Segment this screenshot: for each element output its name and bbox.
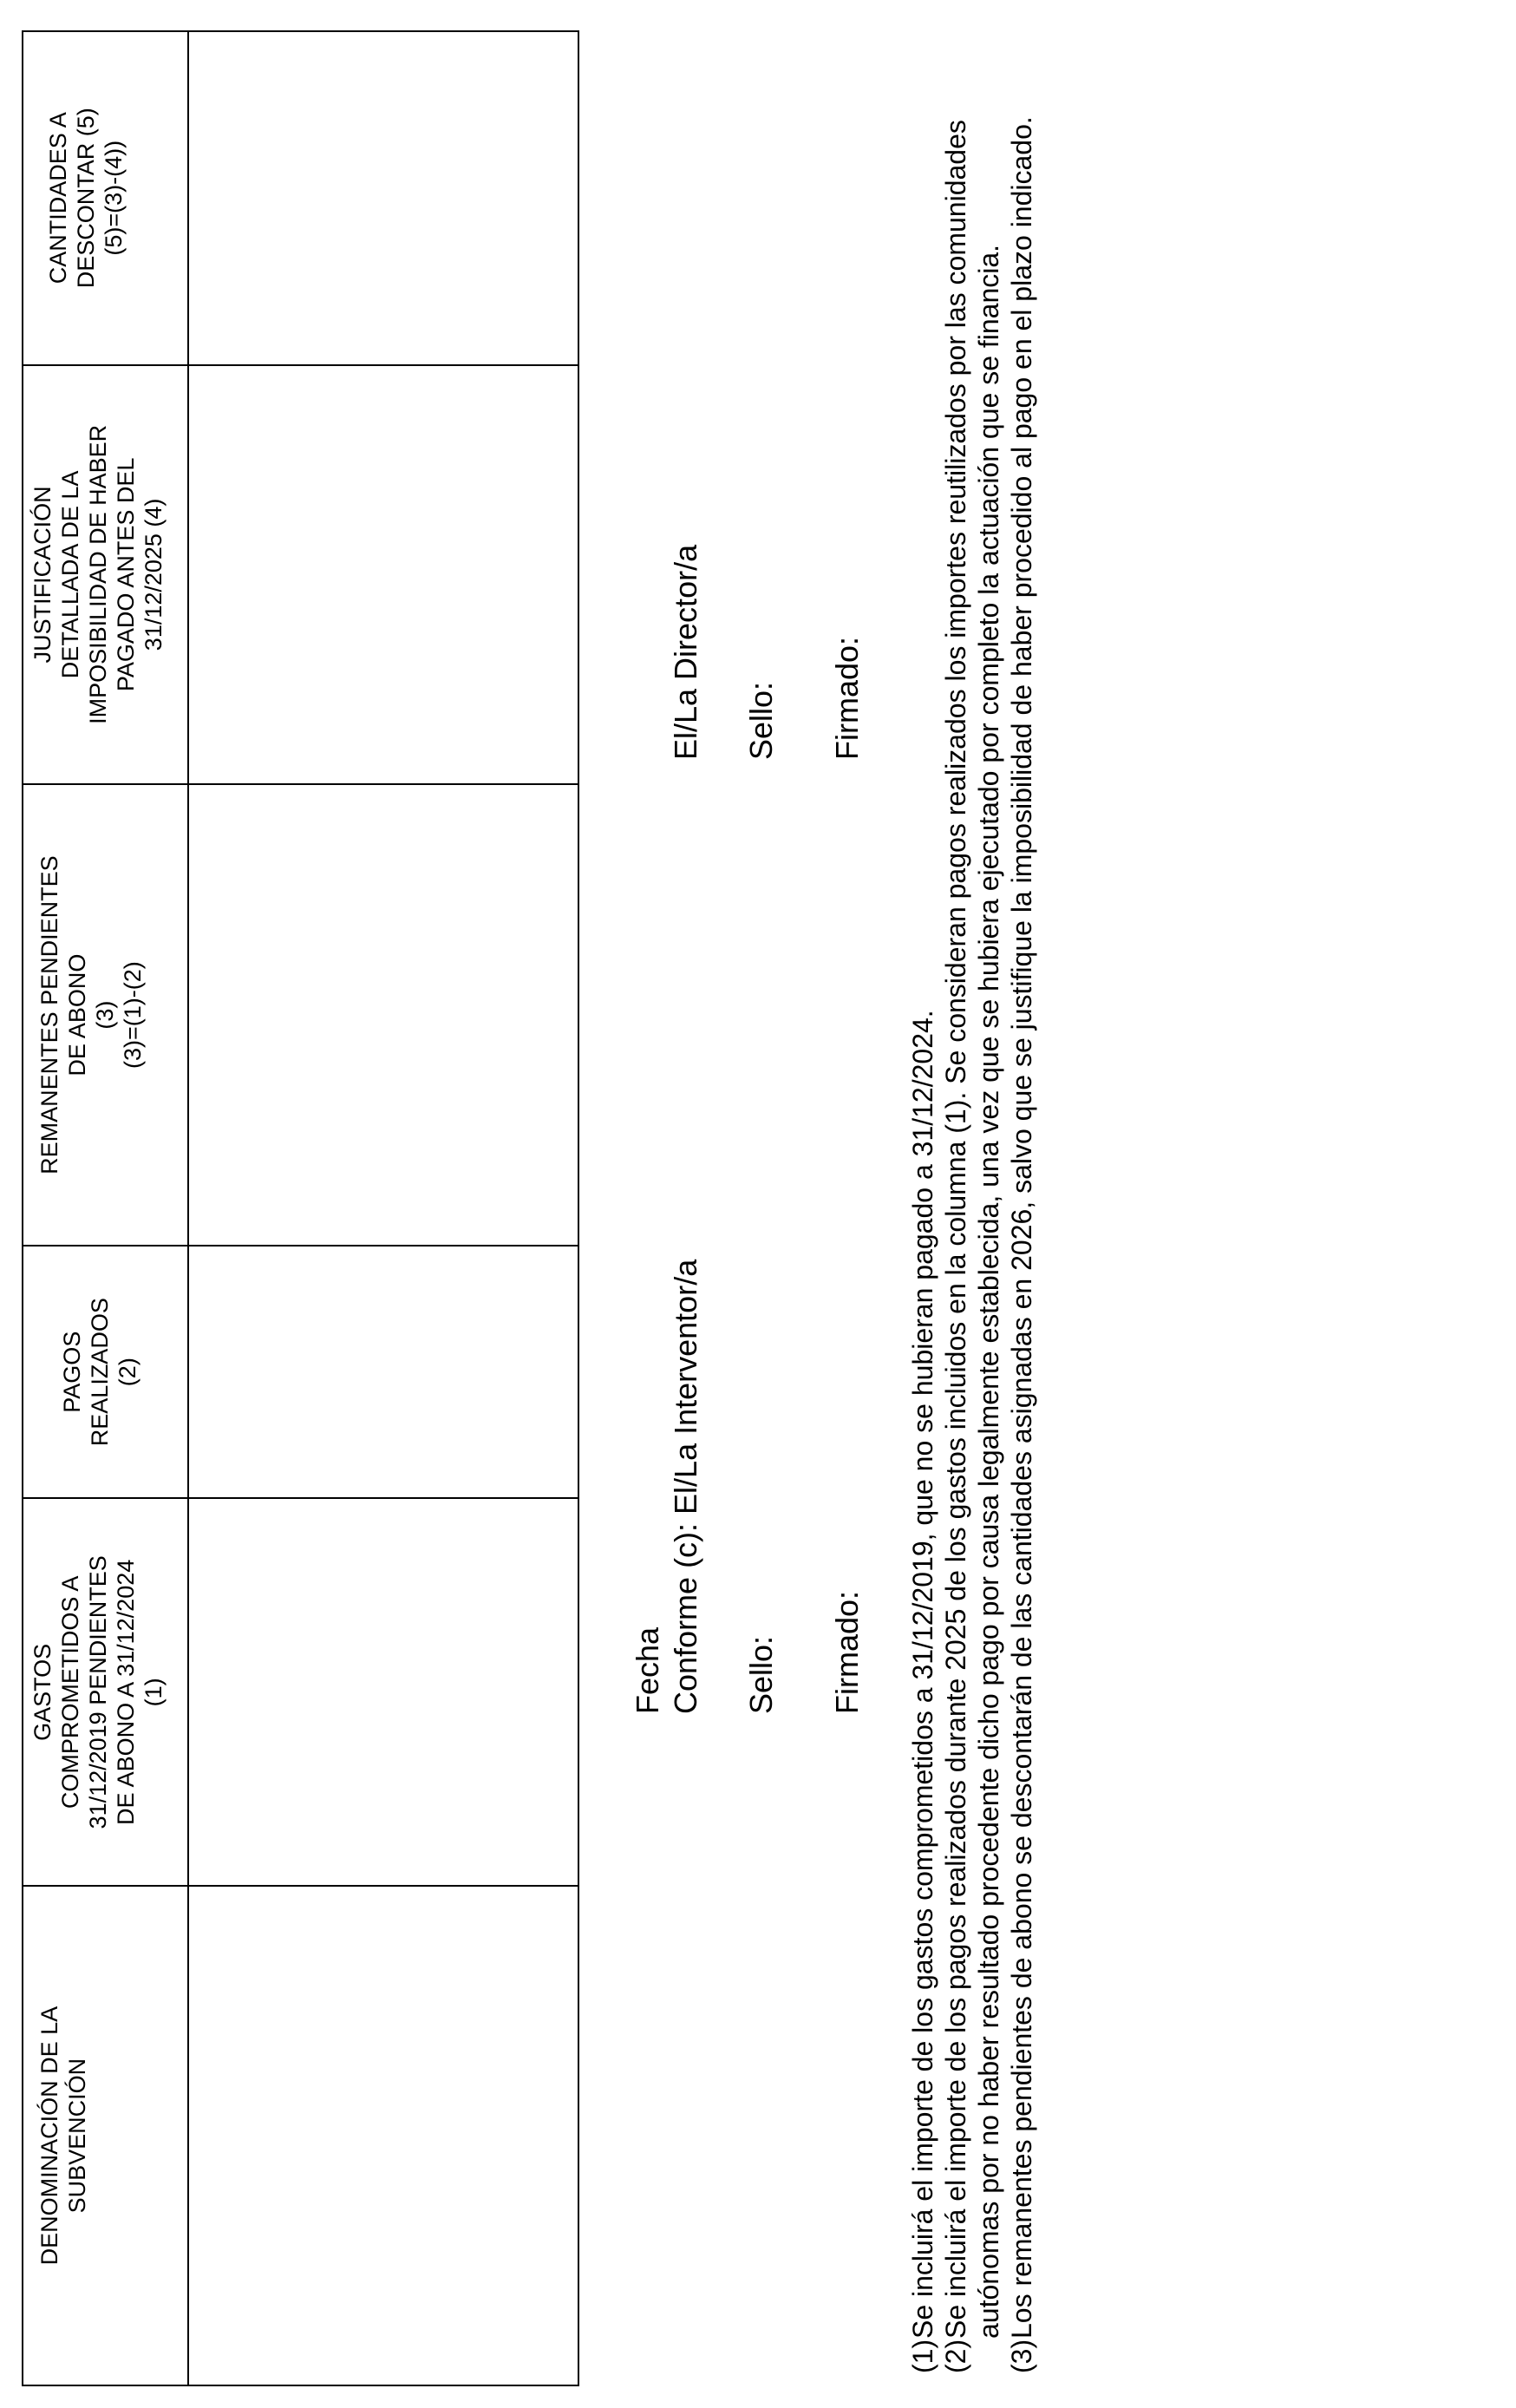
cell-pagos[interactable] (188, 1246, 578, 1498)
table-row (188, 31, 578, 2385)
header-text-line: REALIZADOS (87, 1298, 113, 1447)
header-denominacion (23, 1886, 188, 2385)
header-text-line: 31/12/2019 PENDIENTES (85, 1555, 111, 1829)
header-remanentes (23, 784, 188, 1246)
header-text-line: (1) (140, 1678, 167, 1707)
header-text-line: PAGADO ANTES DEL (113, 457, 139, 692)
header-gastos (23, 1498, 188, 1886)
header-text-line: SUBVENCIÓN (64, 2058, 90, 2214)
fecha-label: Fecha (630, 1626, 665, 1714)
header-text-line: DESCONTAR (5) (73, 108, 99, 289)
header-text-line: CANTIDADES A (45, 112, 71, 285)
cell-justificacion[interactable] (188, 365, 578, 785)
header-cantidades (23, 31, 188, 365)
header-text-line: DETALLADA DE LA (57, 470, 83, 679)
header-text-line: DENOMINACIÓN DE LA (36, 2006, 62, 2266)
header-text-line: 31/12/2025 (4) (140, 498, 167, 651)
firmado-right-label: Firmado: (829, 636, 865, 760)
cell-gastos[interactable] (188, 1498, 578, 1886)
cell-cantidades[interactable] (188, 31, 578, 365)
remanentes-table (22, 30, 579, 2386)
table-header-row (23, 31, 188, 2385)
firmado-left-label: Firmado: (829, 1590, 865, 1714)
footnote (1005, 31, 1038, 2373)
conforme-interventor: Conforme (c): El/La Interventor/a (668, 1259, 703, 1714)
header-text-line: (3) (92, 1000, 118, 1030)
header-text-line: COMPROMETIDOS A (57, 1575, 83, 1809)
footnote (906, 31, 939, 2373)
sello-left-label: Sello: (743, 1635, 779, 1714)
header-text-line: REMANENTES PENDIENTES (36, 855, 62, 1175)
footnote-text: Los remanentes pendientes de abono se descontarán de las cantidades asignadas en 2026, salvo que se justifique la imposibilidad de haber procedido al pago en el plazo indicado. (1006, 116, 1037, 2339)
header-text-line: (5)=(3)-(4)) (101, 140, 127, 256)
header-text-line: GASTOS (29, 1643, 56, 1741)
header-text-line: DE ABONO (64, 953, 90, 1076)
footnote-text: Se incluirá el importe de los pagos realizados durante 2025 de los gastos incluidos en la columna (1). Se consideran pagos realizados los importes reutilizados por las comunidades autónomas por no haber resultado procedente dicho pago por causa legalmente establecida, una vez que se hubiera ejecutado por completo la actuación que se financia. (940, 120, 1004, 2339)
header-pagos (23, 1246, 188, 1498)
header-text-line: IMPOSIBILIDAD DE HABER (85, 424, 111, 724)
footnote-text: Se incluirá el importe de los gastos comprometidos a 31/12/2019, que no se hubieran pagado a 31/12/2024. (907, 1010, 938, 2339)
header-text-line: (3)=(1)-(2) (120, 961, 146, 1069)
sello-right-label: Sello: (743, 681, 779, 760)
footnote-number: (2) (940, 2339, 971, 2373)
header-text-line: PAGOS (59, 1331, 85, 1413)
footnote-number: (1) (907, 2339, 938, 2373)
header-text-line: (2) (114, 1358, 140, 1387)
footnote (939, 31, 1005, 2373)
header-text-line: JUSTIFICACIÓN (29, 486, 56, 664)
header-justificacion (23, 365, 188, 785)
cell-remanentes[interactable] (188, 784, 578, 1246)
header-text-line: DE ABONO A 31/12/2024 (113, 1559, 139, 1825)
footnote-number: (3) (1006, 2339, 1037, 2373)
director-label: El/La Director/a (668, 544, 703, 760)
footnotes (906, 31, 1038, 2373)
cell-denominacion[interactable] (188, 1886, 578, 2385)
